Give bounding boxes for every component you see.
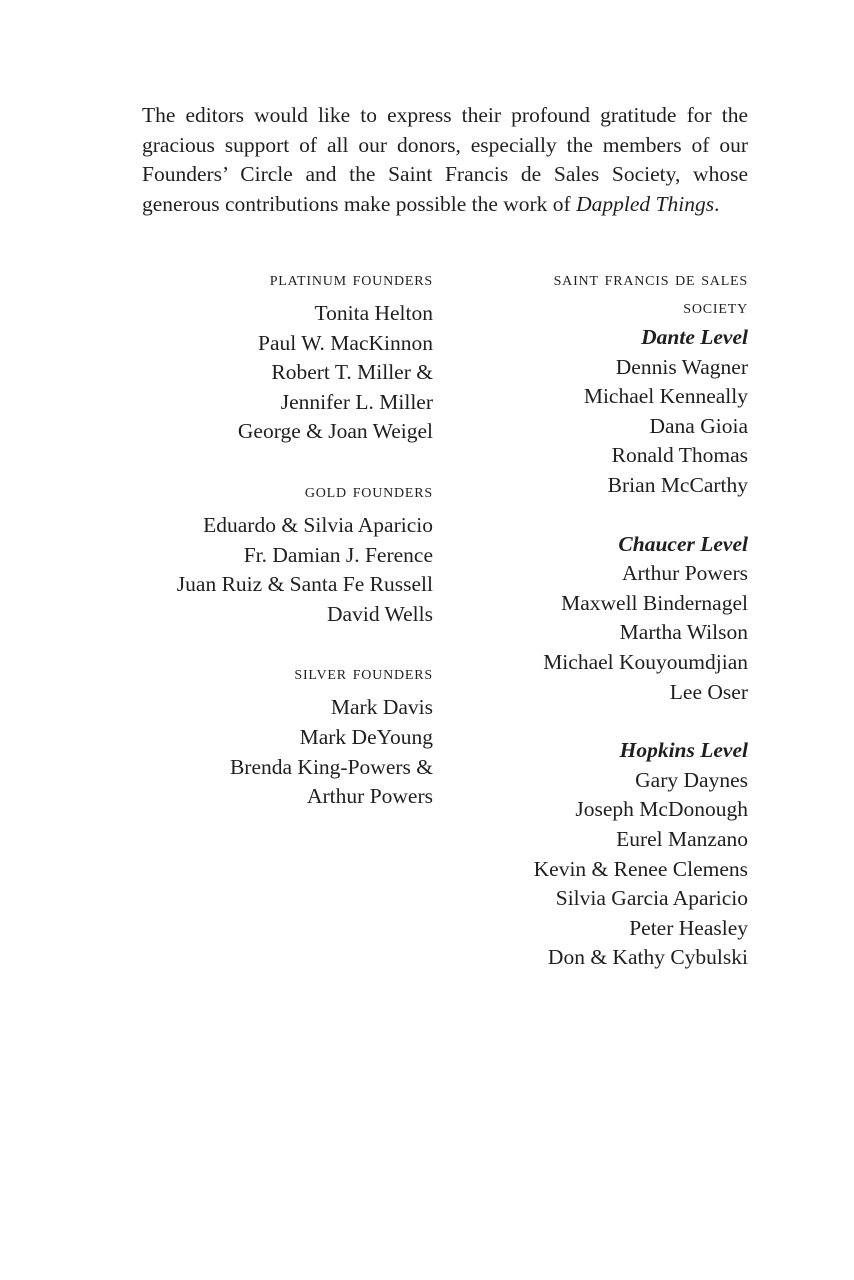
- platinum-founders-heading: platinum founders: [269, 268, 433, 290]
- dante-level-group: [448, 323, 748, 501]
- donor-name: Michael Kouyoumdjian: [543, 649, 748, 674]
- donor-name: Juan Ruiz & Santa Fe Russell: [176, 572, 433, 597]
- founders-column: [113, 265, 433, 842]
- donor-name: Silvia Garcia Aparicio: [555, 886, 748, 911]
- publication-title: Dappled Things: [576, 191, 715, 216]
- donor-name: Eduardo & Silvia Aparicio: [203, 512, 433, 537]
- donor-name: Martha Wilson: [619, 620, 748, 645]
- donor-name: George & Joan Weigel: [237, 419, 433, 444]
- chaucer-level-group: [448, 530, 748, 708]
- donor-name: Arthur Powers: [622, 561, 748, 586]
- gold-founders-group: [113, 477, 433, 629]
- donor-name: Jennifer L. Miller: [280, 389, 433, 414]
- donor-name: Tonita Helton: [314, 301, 433, 325]
- donor-name: Robert T. Miller &: [271, 360, 433, 385]
- donor-name: Mark Davis: [330, 695, 433, 720]
- donor-name: Fr. Damian J. Ference: [243, 542, 433, 567]
- hopkins-level-title: Hopkins Level: [619, 738, 748, 763]
- donor-name: Brenda King-Powers &: [229, 754, 433, 779]
- donor-name: Dana Gioia: [649, 413, 748, 438]
- donor-name: Dennis Wagner: [615, 354, 748, 379]
- donor-name: Ronald Thomas: [611, 443, 748, 468]
- society-heading-line: society: [683, 296, 748, 318]
- dante-level-title: Dante Level: [641, 325, 748, 349]
- chaucer-level-title: Chaucer Level: [618, 531, 748, 556]
- donor-name: Arthur Powers: [307, 784, 433, 809]
- donor-name: Joseph McDonough: [575, 797, 748, 822]
- intro-end: .: [714, 191, 720, 216]
- donor-name: Peter Heasley: [629, 915, 748, 940]
- donor-name: Mark DeYoung: [299, 724, 433, 749]
- intro-text: The editors would like to express their profound gratitude for the gracious support of all our donors, especially the members of our Founders’ Circle and the Saint Francis de Sales Society, whose generous contributions make possible the work of: [142, 103, 748, 216]
- society-heading-line: saint francis de sales: [553, 268, 748, 290]
- society-heading: [448, 265, 748, 321]
- society-column: [448, 265, 748, 1002]
- silver-founders-heading: silver founders: [294, 662, 433, 685]
- donor-name: Paul W. MacKinnon: [258, 330, 433, 355]
- platinum-founders-group: [113, 265, 433, 447]
- donor-name: David Wells: [327, 601, 433, 626]
- donor-name: Kevin & Renee Clemens: [533, 856, 748, 881]
- silver-founders-group: [113, 659, 433, 811]
- donor-name: Eurel Manzano: [616, 826, 748, 851]
- gold-founders-heading: gold founders: [304, 479, 433, 502]
- intro-paragraph: [142, 101, 748, 219]
- hopkins-level-group: [448, 736, 748, 973]
- donor-name: Michael Kenneally: [583, 384, 748, 409]
- donor-name: Lee Oser: [669, 679, 748, 704]
- donor-name: Don & Kathy Cybulski: [547, 945, 748, 970]
- donor-name: Brian McCarthy: [607, 472, 748, 497]
- donor-name: Maxwell Bindernagel: [561, 590, 748, 615]
- donor-name: Gary Daynes: [635, 767, 748, 792]
